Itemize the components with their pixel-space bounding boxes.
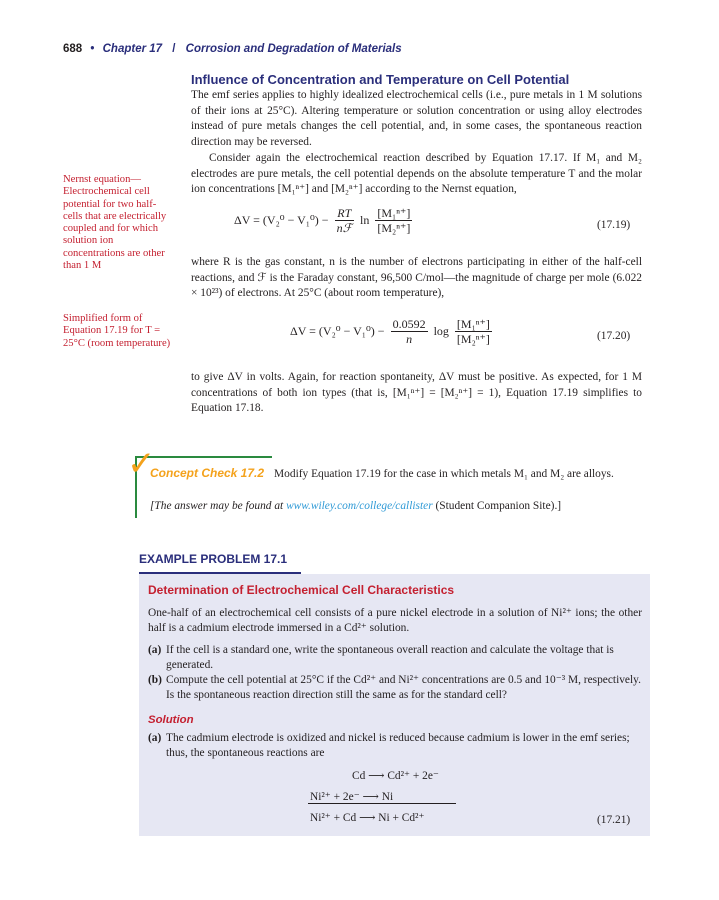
example-part-a [148,643,642,673]
header-separator: • [90,43,95,55]
paragraph-3: where R is the gas constant, n is the number of electrons participating in either of the half-cell reactions, and ℱ is the Faraday constant, 96,500 C/mol—the magnitude of charge per mole (6.022 × 10²³) of electrons. At 25°C (about room temperature), [191,256,642,300]
eq2-coefficient-fraction [391,317,428,346]
eq2-func: log [433,324,449,338]
solution-a-label: (a) [148,732,162,744]
concept-check-title: Concept Check 17.2 [150,466,265,480]
page-number: 688 [63,43,83,55]
paragraph-2: Consider again the electrochemical reaction described by Equation 17.17. If M₁ and M₂ electrodes are pure metals, the cell potential depends on the absolute temperature T and the molar ion concentrations [M₁ⁿ⁺] and [M₂ⁿ⁺] according to the Nernst equation, [191,152,642,196]
eq1-argument-fraction [375,206,412,235]
example-title: Determination of Electrochemical Cell Characteristics [148,583,455,597]
eq2-argument-fraction [455,317,492,346]
section-title: Influence of Concentration and Temperature on Cell Potential [191,72,570,87]
example-label: EXAMPLE PROBLEM 17.1 [139,552,288,566]
header-slash: / [172,43,176,55]
eq1-arg-num: [M₁ⁿ⁺] [377,206,411,220]
chapter-label: Chapter 17 [102,43,163,55]
example-part-b [148,673,642,703]
example-intro: One-half of an electrochemical cell consists of a pure nickel electrode in a solution of Ni²⁺ ions; the other half is a cadmium electrode immersed in a Cd²⁺ solution. [148,607,642,634]
paragraph-1: The emf series applies to highly idealized electrochemical cells (i.e., pure metals in 1 M solutions of their ions at 25°C). Altering temperature or solution concentration or using alloy electrodes instead of pure metals changes the cell potential, and, in some cases, the spontaneous reaction direction may be reversed. [191,89,642,148]
reaction-reduction: Ni²⁺ + 2e⁻ ⟶ Ni [310,791,394,803]
answer-link[interactable]: www.wiley.com/college/callister [286,500,433,512]
running-header [63,43,402,55]
eq1-coefficient-fraction [335,206,354,235]
eq2-frac-num: 0.0592 [392,317,426,331]
eq2-frac-den: n [406,332,413,346]
concept-check-question-text: Modify Equation 17.19 for the case in which metals M₁ and M₂ are alloys. [274,468,614,480]
eq1-frac-den: nℱ [336,221,353,235]
concept-check-answer [150,500,561,512]
checkmark-icon: ✓ [127,444,156,484]
concept-check-question [150,466,642,483]
margin-note-simplified: Simplified form of Equation 17.19 for T = 25°C (room temperature) [63,313,171,349]
reaction-oxidation: Cd ⟶ Cd²⁺ + 2e⁻ [352,770,439,782]
reaction-overall: Ni²⁺ + Cd ⟶ Ni + Cd²⁺ [310,812,425,824]
part-a-label: (a) [148,644,162,656]
margin-note-nernst: Nernst equation—Electrochemical cell potential for two half-cells that are electrically coupled and for which solution ion concentrations are other than 1 M [63,174,167,272]
equation-number-17-21: (17.21) [597,814,631,826]
part-b-label: (b) [148,674,162,686]
eq2-lhs: ΔV = (V₂⁰ − V₁⁰) − [290,324,385,338]
equation-number-17-20: (17.20) [597,330,631,342]
solution-a-text: The cadmium electrode is oxidized and nickel is reduced because cadmium is lower in the emf series; thus, the spontaneous reactions are [166,732,630,759]
eq1-frac-num: RT [335,206,354,221]
answer-prefix: [The answer may be found at [150,500,287,512]
eq1-lhs: ΔV = (V₂⁰ − V₁⁰) − [234,213,329,227]
reaction-sum-rule [308,803,456,804]
solution-label: Solution [148,714,194,726]
part-a-text: If the cell is a standard one, write the spontaneous overall reaction and calculate the voltage that is generated. [166,644,614,671]
eq1-func: ln [360,213,370,227]
chapter-title: Corrosion and Degradation of Materials [185,43,402,55]
paragraph-4: to give ΔV in volts. Again, for reaction spontaneity, ΔV must be positive. As expected, for 1 M concentrations of both ion types (that is, [M₁ⁿ⁺] = [M₂ⁿ⁺] = 1), Equation 17.19 simplifies to Equation 17.18. [191,371,642,415]
answer-suffix: (Student Companion Site).] [432,500,562,512]
eq2-arg-num: [M₁ⁿ⁺] [456,317,490,331]
equation-17-20 [290,317,495,346]
solution-part-a [148,731,642,761]
equation-number-17-19: (17.19) [597,219,631,231]
equation-17-19 [234,206,415,235]
part-b-text: Compute the cell potential at 25°C if the Cd²⁺ and Ni²⁺ concentrations are 0.5 and 10⁻³ M, respectively. Is the spontaneous reaction direction still the same as for the standard cell? [166,674,641,701]
eq2-arg-den: [M₂ⁿ⁺] [456,332,490,346]
eq1-arg-den: [M₂ⁿ⁺] [377,221,411,235]
